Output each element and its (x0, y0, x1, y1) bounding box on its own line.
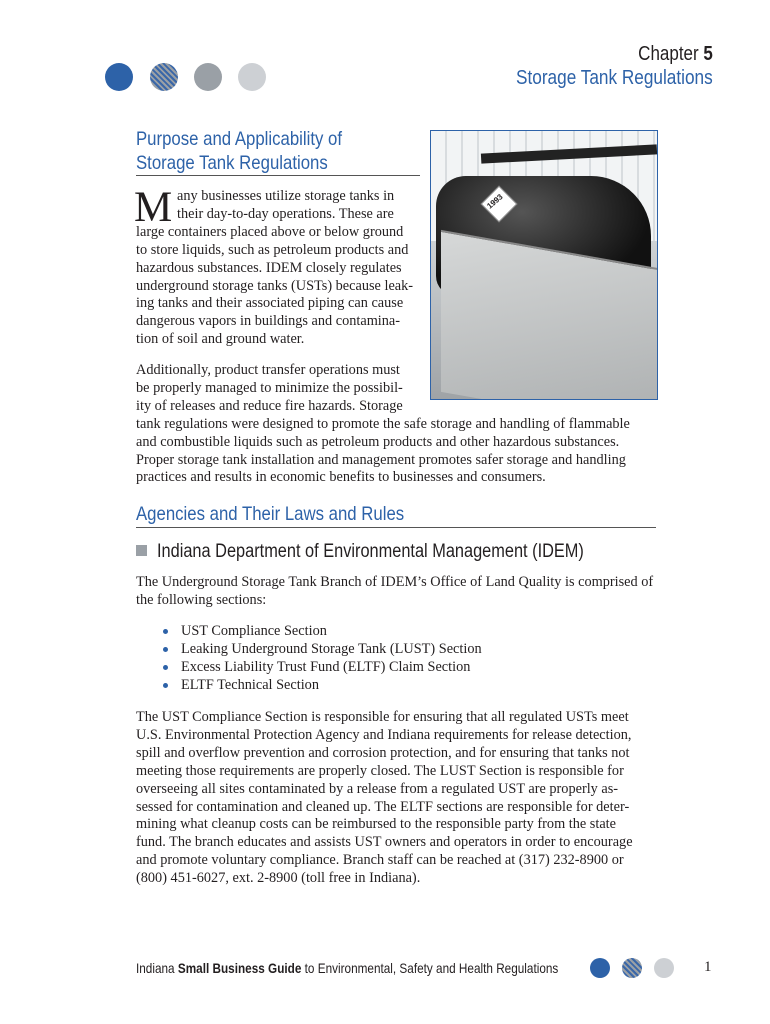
list-item: Leaking Underground Storage Tank (LUST) Section (181, 640, 482, 657)
section-heading-agencies: Agencies and Their Laws and Rules (136, 503, 405, 525)
text-line: Additionally, product transfer operations must (136, 362, 400, 378)
footer-title (136, 960, 558, 976)
text-line: spill and overflow prevention and corrosion protection, and for ensuring that tanks not (136, 744, 630, 761)
page-number: 1 (704, 959, 712, 975)
text-line: ity of releases and reduce fire hazards. Storage (136, 397, 403, 414)
heading-line: Purpose and Applicability of (136, 128, 343, 150)
subheading-text: Indiana Department of Environmental Management (IDEM) (157, 541, 584, 562)
list-item: Excess Liability Trust Fund (ELTF) Claim Section (181, 659, 482, 677)
list-item: ELTF Technical Section (181, 677, 482, 695)
text-line: be properly managed to minimize the possibil- (136, 379, 403, 396)
square-bullet-icon (136, 545, 147, 556)
section-heading-purpose (136, 127, 342, 175)
text-line: and combustible liquids such as petroleum products and other hazardous substances. (136, 433, 620, 450)
footer-dot-light-icon (654, 958, 674, 978)
text-line: hazardous substances. IDEM closely regulates (136, 259, 402, 276)
footer-dot-blue-icon (590, 958, 610, 978)
footer-dot-gray-icon (622, 958, 642, 978)
text-line: any businesses utilize storage tanks in (177, 188, 395, 204)
text-line: overseeing all sites contaminated by a release from a regulated UST are properly as- (136, 780, 619, 797)
heading-rule (136, 527, 656, 528)
heading-rule (136, 175, 420, 176)
footer-prefix: Indiana (136, 960, 178, 976)
text-line: tank regulations were designed to promote the safe storage and handling of flammable (136, 415, 630, 432)
text-line: (800) 451-6027, ext. 2-8900 (toll free in Indiana). (136, 870, 421, 887)
text-line: ing tanks and their associated piping can cause (136, 295, 404, 312)
paragraph-additionally (136, 362, 630, 487)
text-line: practices and results in economic benefits to businesses and consumers. (136, 469, 546, 486)
footer-guide-name: Small Business Guide (177, 960, 302, 976)
chapter-label (638, 43, 713, 66)
text-line: fund. The branch educates and assists UST owners and operators in order to encourage (136, 834, 633, 851)
text-line: mining what cleanup costs can be reimbursed to the responsible party from the state (136, 816, 616, 833)
text-line: the following sections: (136, 591, 267, 608)
paragraph-ust-compliance (136, 709, 633, 888)
chapter-title: Storage Tank Regulations (516, 67, 713, 89)
dot-blue-gray-icon (150, 63, 178, 91)
text-line: dangerous vapors in buildings and contamina- (136, 313, 401, 330)
text-line: large containers placed above or below ground (136, 223, 404, 240)
text-line: The Underground Storage Tank Branch of IDEM’s Office of Land Quality is comprised of (136, 574, 654, 590)
footer-suffix: to Environmental, Safety and Health Regulations (301, 960, 559, 976)
dot-blue-icon (105, 63, 133, 91)
placard-number: 1993 (485, 192, 505, 211)
text-line: underground storage tanks (USTs) because leak- (136, 277, 414, 294)
text-line: to store liquids, such as petroleum products and (136, 241, 409, 258)
chapter-text: Chapter (638, 43, 699, 65)
dropcap: M (134, 184, 173, 231)
chapter-number: 5 (703, 43, 713, 65)
dot-gray-icon (194, 63, 222, 91)
text-line: Proper storage tank installation and management promotes safer storage and handling (136, 451, 626, 468)
text-line: U.S. Environmental Protection Agency and Indiana requirements for release detection, (136, 726, 632, 743)
list-item: UST Compliance Section (181, 623, 482, 641)
text-line: meeting those requirements are properly closed. The LUST Section is responsible for (136, 762, 624, 779)
heading-line: Storage Tank Regulations (136, 152, 328, 174)
paragraph-intro (134, 184, 414, 349)
tank-photo (430, 130, 658, 400)
sections-list (181, 623, 482, 695)
text-line: sessed for contamination and cleaned up. The ELTF sections are responsible for deter- (136, 798, 630, 815)
text-line: and promote voluntary compliance. Branch staff can be reached at (317) 232-8900 or (136, 852, 624, 869)
dot-light-gray-icon (238, 63, 266, 91)
text-line: tion of soil and ground water. (136, 331, 305, 348)
subheading-idem (136, 541, 653, 563)
text-line: their day-to-day operations. These are (177, 205, 394, 222)
text-line: The UST Compliance Section is responsible for ensuring that all regulated USTs meet (136, 709, 629, 725)
paragraph-idem-intro (136, 574, 653, 610)
